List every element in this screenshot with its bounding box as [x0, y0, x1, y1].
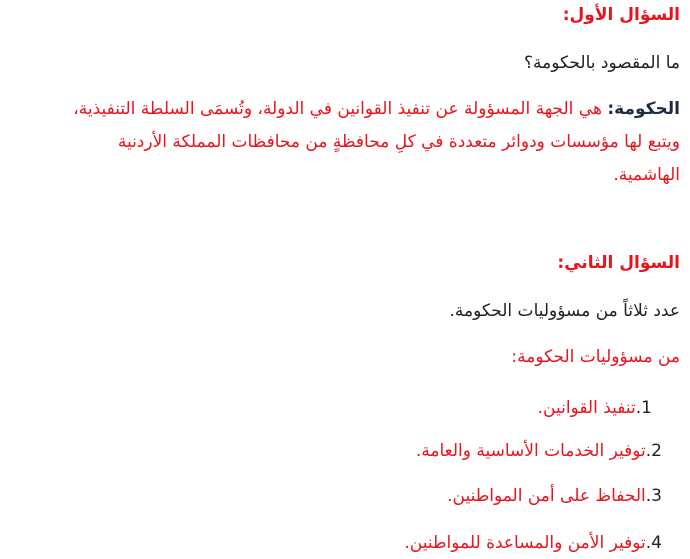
- item-number: 4.: [645, 533, 662, 553]
- item-text: الحفاظ على أمن المواطنين.: [447, 486, 646, 506]
- q2-heading: السؤال الثاني:: [557, 253, 680, 273]
- list-item: [538, 397, 652, 419]
- item-text: توفير الأمن والمساعدة للمواطنين.: [404, 533, 646, 553]
- item-text: توفير الخدمات الأساسية والعامة.: [415, 441, 646, 461]
- q1-answer-line-3: الهاشمية.: [613, 165, 680, 185]
- answer-term: الحكومة:: [607, 99, 680, 119]
- q2-question: عدد ثلاثاً من مسؤوليات الحكومة.: [449, 301, 680, 321]
- q1-answer-line-1: [73, 98, 680, 120]
- q1-answer-line-2: ويتبع لها مؤسسات ودوائر متعددة في كلِ محافظةٍ من محافظات المملكة الأردنية: [117, 132, 680, 152]
- answer-text-1: هي الجهة المسؤولة عن تنفيذ القوانين في الدولة، وتُسمَى السلطة التنفيذية،: [73, 99, 602, 119]
- item-number: 3.: [645, 486, 662, 506]
- item-text: تنفيذ القوانين.: [537, 398, 636, 418]
- q1-heading: السؤال الأول:: [562, 5, 680, 25]
- list-item: [404, 532, 662, 554]
- item-number: 1.: [635, 398, 652, 418]
- list-item: [447, 485, 662, 507]
- q2-answer-intro: من مسؤوليات الحكومة:: [511, 347, 680, 367]
- list-item: [416, 440, 662, 462]
- q1-question: ما المقصود بالحكومة؟: [524, 53, 680, 73]
- item-number: 2.: [645, 441, 662, 461]
